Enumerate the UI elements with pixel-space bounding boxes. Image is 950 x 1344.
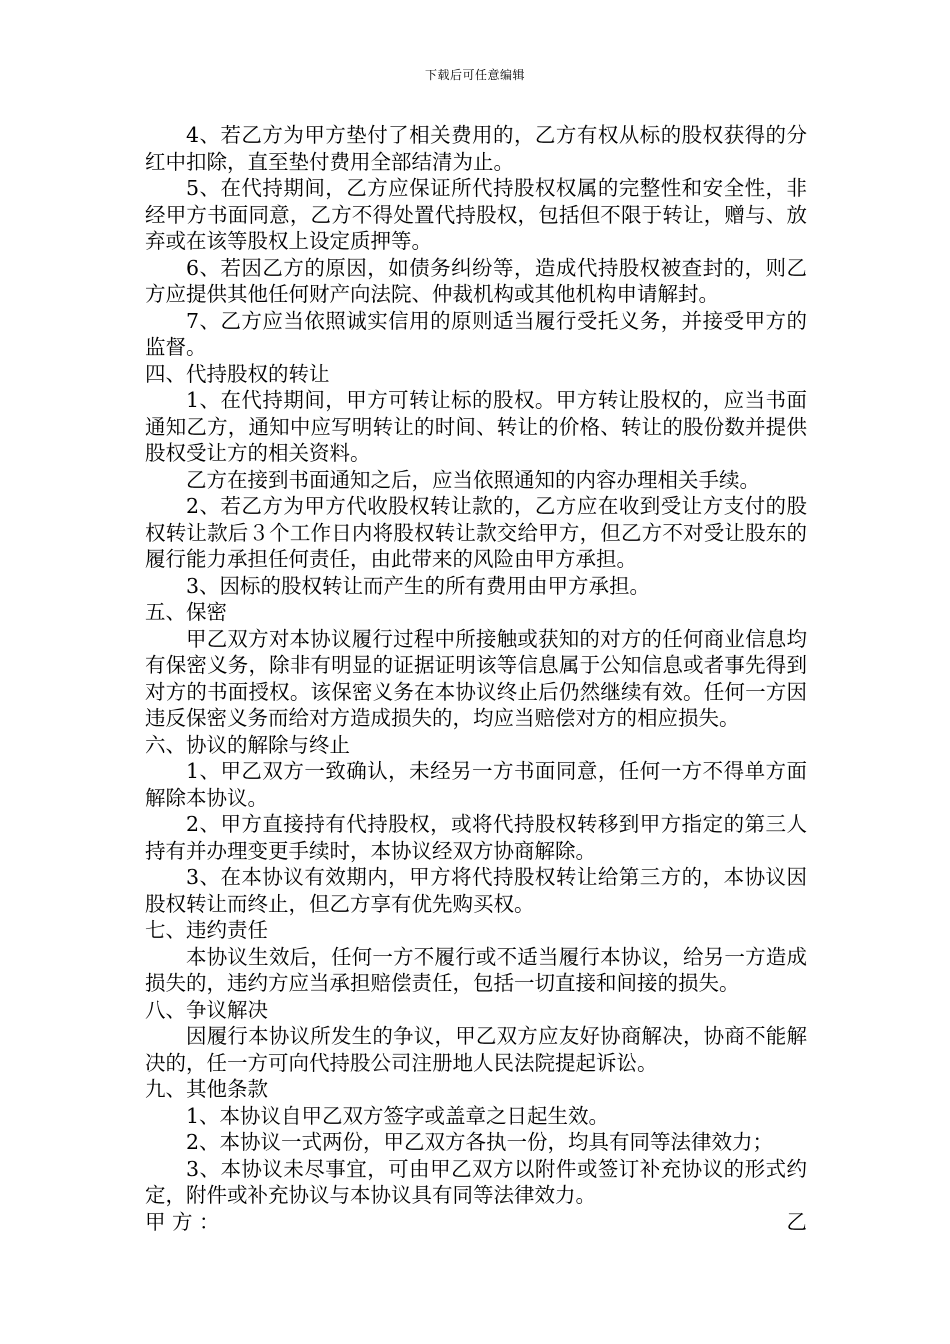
section-heading: 六、协议的解除与终止: [145, 732, 350, 757]
paragraph: 3、在本协议有效期内，甲方将代持股权转让给第三方的，本协议因股权转让而终止，但乙方享有优先购买权。: [145, 865, 807, 916]
paragraph: 乙方在接到书面通知之后，应当依照通知的内容办理相关手续。: [186, 467, 760, 492]
section-heading: 九、其他条款: [145, 1077, 268, 1101]
signature-line: [145, 1209, 807, 1236]
paragraph: 2、甲方直接持有代持股权，或将代持股权转移到甲方指定的第三人持有并办理变更手续时，本协议经双方协商解除。: [145, 812, 807, 863]
document-body: [145, 122, 807, 1235]
section-heading: 四、代持股权的转让: [145, 361, 330, 386]
paragraph: 1、甲乙双方一致确认，未经另一方书面同意，任何一方不得单方面解除本协议。: [145, 759, 807, 810]
paragraph: 3、因标的股权转让而产生的所有费用由甲方承担。: [186, 573, 651, 598]
section-heading: 八、争议解决: [145, 997, 268, 1022]
section-heading: 七、违约责任: [145, 918, 268, 942]
paragraph: 6、若因乙方的原因，如债务纠纷等，造成代持股权被查封的，则乙方应提供其他任何财产向法院、仲裁机构或其他机构申请解封。: [145, 255, 807, 306]
paragraph: 3、本协议未尽事宜，可由甲乙双方以附件或签订补充协议的形式约定，附件或补充协议与本协议具有同等法律效力。: [145, 1156, 807, 1207]
paragraph: 7、乙方应当依照诚实信用的原则适当履行受托义务，并接受甲方的监督。: [145, 308, 807, 359]
paragraph: 因履行本协议所发生的争议，甲乙双方应友好协商解决，协商不能解决的，任一方可向代持股公司注册地人民法院提起诉讼。: [145, 1024, 807, 1075]
section-heading: 五、保密: [145, 600, 227, 624]
paragraph: 4、若乙方为甲方垫付了相关费用的，乙方有权从标的股权获得的分红中扣除，直至垫付费用全部结清为止。: [145, 123, 807, 174]
paragraph: 1、在代持期间，甲方可转让标的股权。甲方转让股权的，应当书面通知乙方，通知中应写明转让的时间、转让的价格、转让的股份数并提供股权受让方的相关资料。: [145, 388, 807, 465]
paragraph: 2、本协议一式两份，甲乙双方各执一份，均具有同等法律效力；: [186, 1130, 774, 1154]
paragraph: 1、本协议自甲乙双方签字或盖章之日起生效。: [186, 1103, 610, 1128]
paragraph: 本协议生效后，任何一方不履行或不适当履行本协议，给另一方造成损失的，违约方应当承担赔偿责任，包括一切直接和间接的损失。: [145, 944, 807, 995]
page-header: 下载后可任意编辑: [424, 68, 525, 82]
paragraph: 5、在代持期间，乙方应保证所代持股权权属的完整性和安全性，非经甲方书面同意，乙方不得处置代持股权，包括但不限于转让，赠与、放弃或在该等股权上设定质押等。: [145, 176, 807, 253]
paragraph: 甲乙双方对本协议履行过程中所接触或获知的对方的任何商业信息均有保密义务，除非有明显的证据证明该等信息属于公知信息或者事先得到对方的书面授权。该保密义务在本协议终止后仍然继续有效。任何一方因违反保密义务而给对方造成损失的，均应当赔偿对方的相应损失。: [145, 626, 807, 730]
paragraph: 2、若乙方为甲方代收股权转让款的，乙方应在收到受让方支付的股权转让款后３个工作日内将股权转让款交给甲方，但乙方不对受让股东的履行能力承担任何责任，由此带来的风险由甲方承担。: [145, 494, 807, 571]
party-a-label: 甲 方 ：: [145, 1209, 220, 1234]
party-b-label: 乙: [786, 1209, 807, 1234]
